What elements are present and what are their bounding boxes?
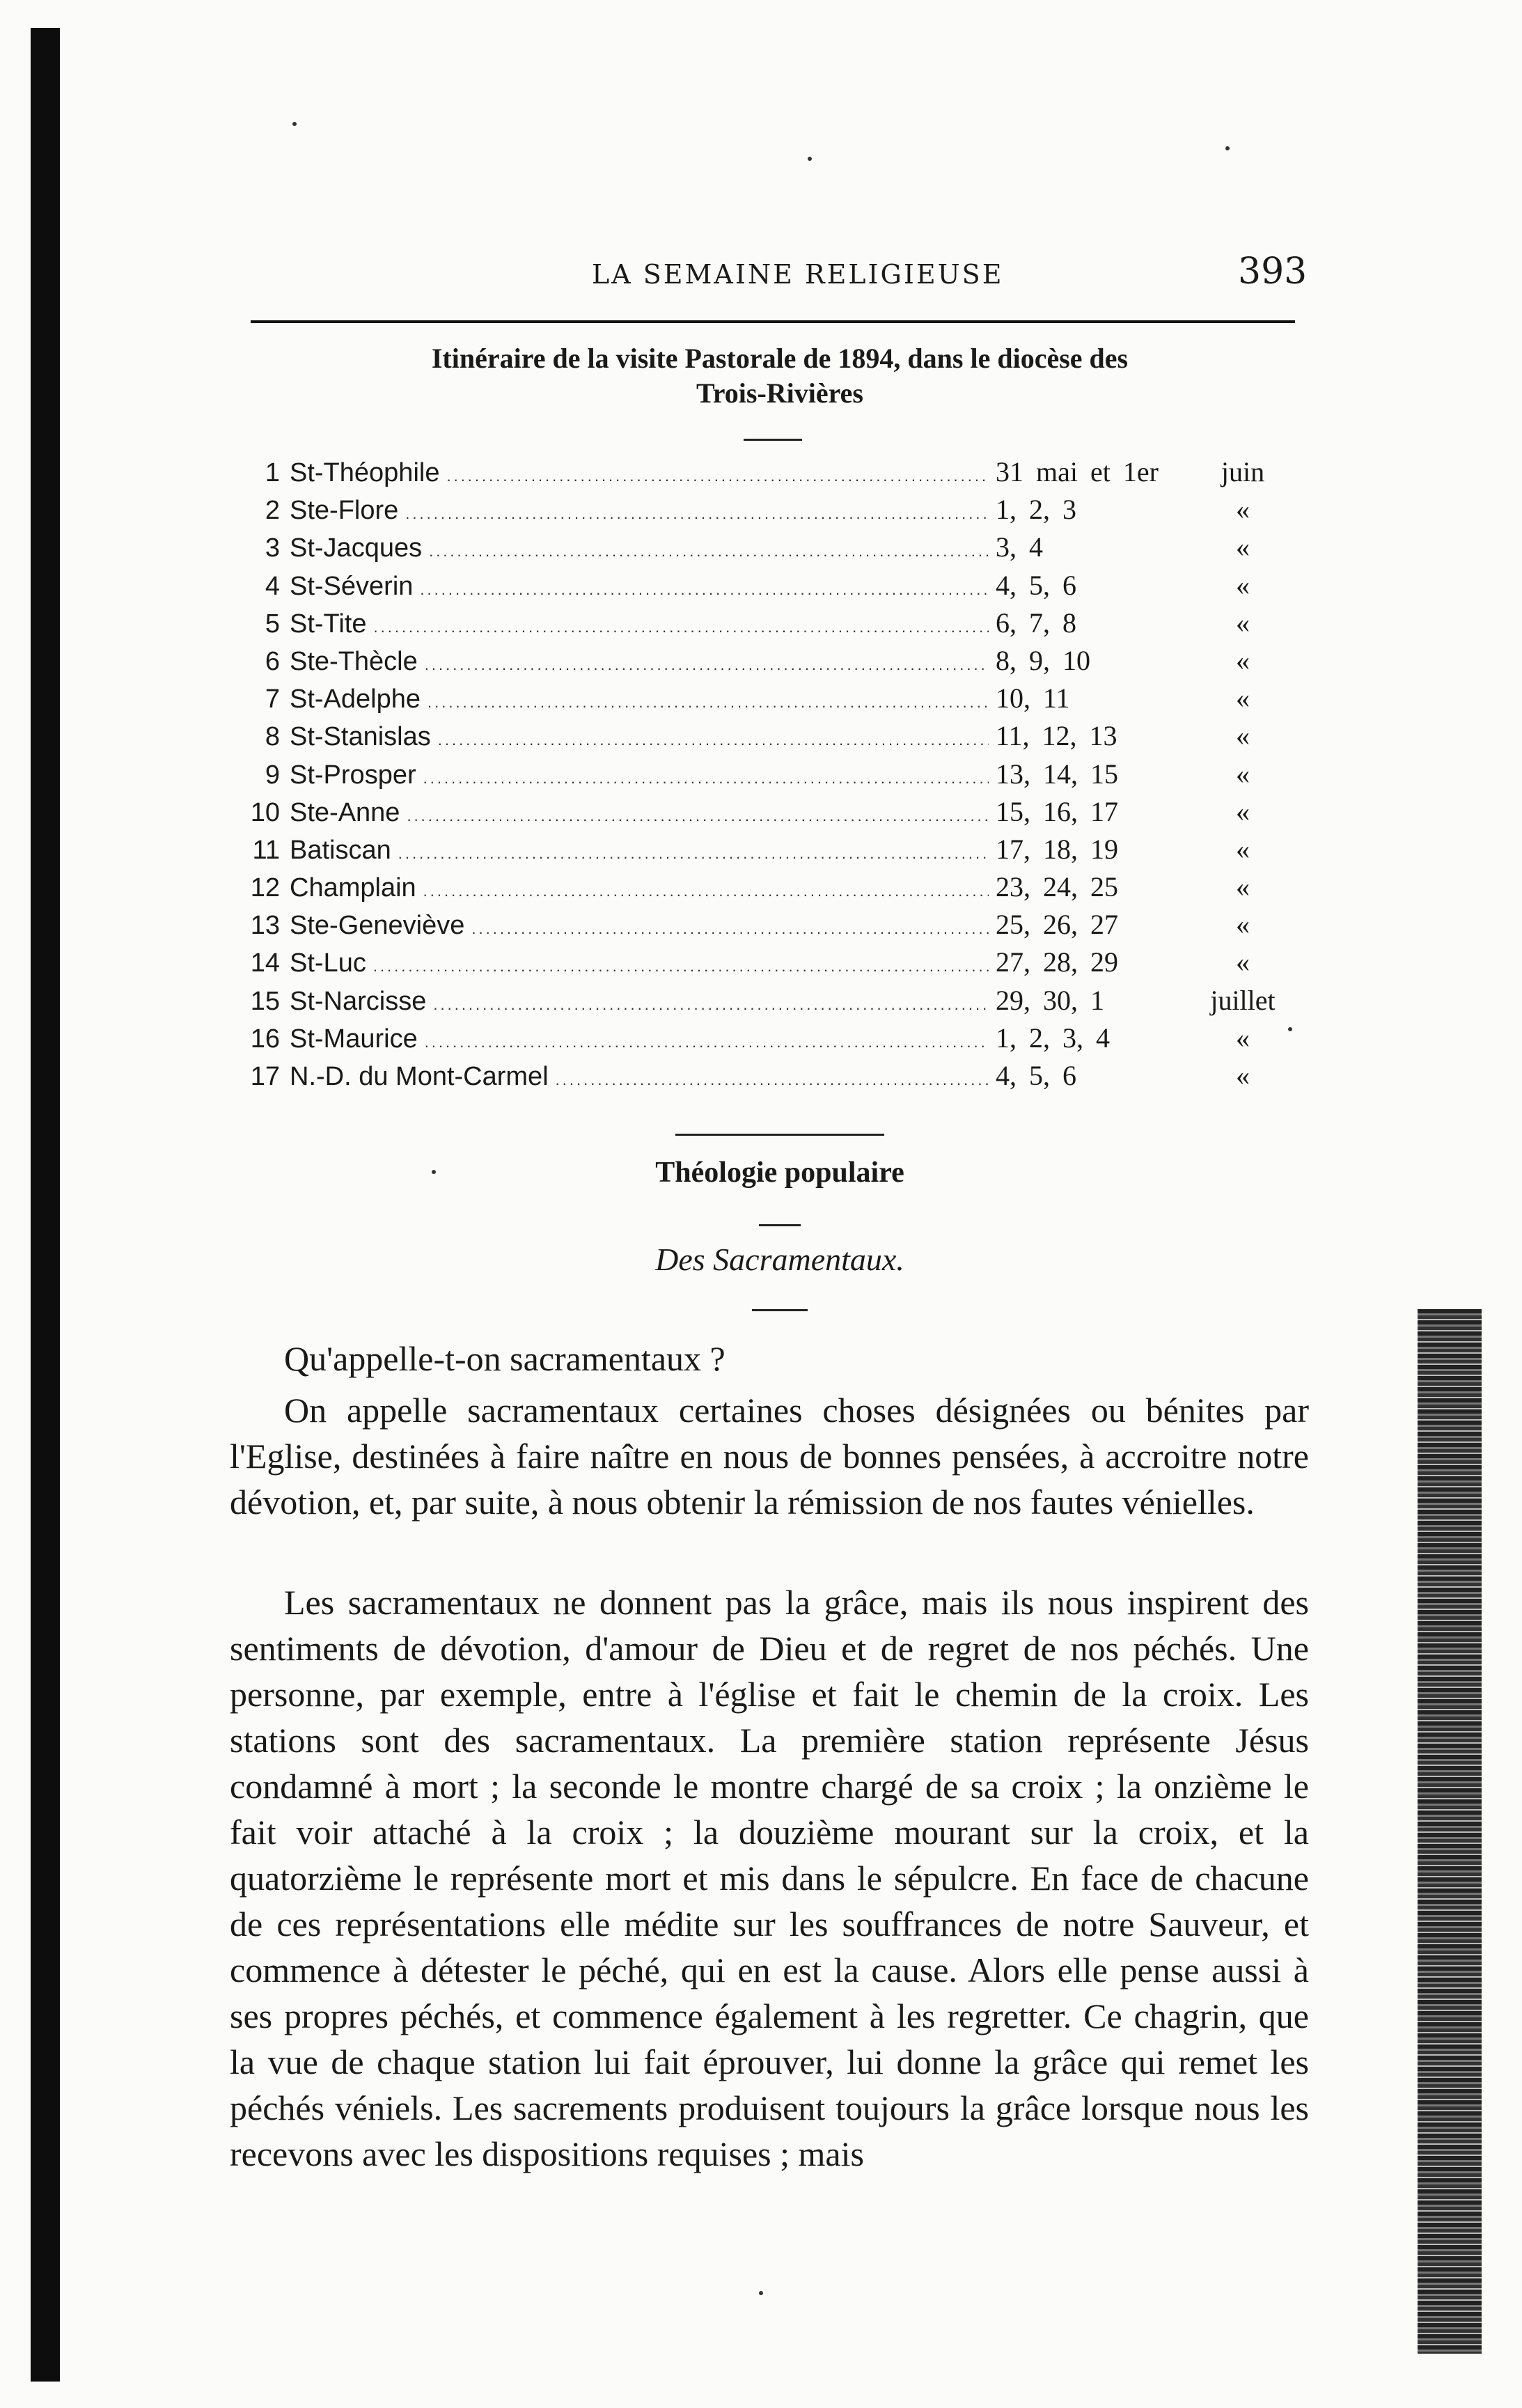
parish-name: St-Théophile [290, 458, 440, 487]
dot-leader [398, 845, 989, 863]
parish-name: Ste-Thècle [290, 646, 418, 676]
dot-leader [556, 1071, 989, 1089]
dot-leader [407, 807, 989, 825]
row-number: 7 [265, 685, 280, 714]
itinerary-row [244, 607, 1309, 644]
itinerary-row [244, 644, 1309, 682]
page-number: 393 [1238, 251, 1308, 292]
dot-leader [425, 1033, 989, 1051]
paragraph: Les sacramentaux ne donnent pas la grâce, mais ils nous inspirent des sentiments de dévotion, d'amour de Dieu et de regret de nos péchés. Une personne, par exemple, entre à l'église et fait le chemin de la croix. Les stations sont des sacramentaux. La première station représente Jésus condamné à mort ; la seconde le montre chargé de sa croix ; la onzième le fait voir attaché à la croix ; la douzième mourant sur la croix, et la quatorzième le représente mort et mis dans le sépulcre. En face de chacune de ces représentations elle médite sur les souffrances de notre Sauveur, et commence à détester le péché, qui en est la cause. Alors elle pense aussi à ses propres péchés, et commence également à les regretter. Ce chagrin, que la vue de chaque station lui fait éprouver, lui donne la grâce qui remet les péchés véniels. Les sacrements produisent toujours la grâce lorsque nous les recevons avec les dispositions requises ; mais [230, 1583, 1309, 2173]
itinerary-title-line: Itinéraire de la visite Pastorale de 1894, dans le diocèse des [431, 343, 1129, 374]
row-number: 4 [265, 571, 280, 601]
visit-days: 25, 26, 27 [996, 909, 1118, 941]
section-title: Théologie populaire [655, 1157, 904, 1189]
dot-leader [471, 920, 989, 938]
parish-name: St-Séverin [290, 571, 414, 601]
visit-days: 31 mai et 1er [996, 456, 1159, 487]
dot-leader [420, 581, 989, 599]
visit-month: « [1236, 909, 1250, 941]
itinerary-row [244, 984, 1309, 1022]
section-subtitle: Des Sacramentaux. [655, 1242, 904, 1277]
short-rule [759, 1224, 801, 1226]
visit-days: 13, 14, 15 [996, 758, 1118, 790]
row-number: 12 [250, 873, 280, 903]
parish-name: St-Narcisse [290, 986, 427, 1016]
row-number: 2 [265, 496, 280, 526]
parish-name: St-Stanislas [290, 722, 431, 752]
row-number: 5 [265, 609, 280, 639]
itinerary-row [244, 493, 1309, 531]
scan-speck [292, 122, 297, 126]
visit-month: « [1236, 682, 1250, 714]
visit-month: juin [1221, 456, 1265, 487]
parish-name: St-Prosper [290, 760, 416, 790]
visit-month: « [1236, 644, 1250, 676]
dot-leader [405, 505, 989, 523]
header-rule [251, 320, 1295, 323]
visit-days: 1, 2, 3 [996, 494, 1076, 526]
itinerary-row [244, 1022, 1309, 1059]
visit-month: « [1236, 531, 1250, 563]
dot-leader [423, 882, 989, 900]
parish-name: Ste-Geneviève [290, 911, 465, 941]
short-rule [752, 1309, 808, 1311]
dot-leader [438, 731, 989, 749]
itinerary-row [244, 946, 1309, 983]
row-number: 13 [250, 911, 280, 941]
scan-speck [1225, 146, 1230, 150]
visit-month: « [1236, 494, 1250, 526]
parish-name: N.-D. du Mont-Carmel [290, 1062, 549, 1091]
visit-days: 8, 9, 10 [996, 644, 1090, 676]
dot-leader [423, 769, 989, 788]
row-number: 10 [250, 797, 280, 827]
dot-leader [425, 656, 989, 674]
short-rule [744, 439, 802, 441]
visit-days: 29, 30, 1 [996, 984, 1104, 1016]
parish-name: St-Tite [290, 609, 367, 639]
row-number: 8 [265, 722, 280, 752]
visit-month: « [1236, 795, 1250, 827]
parish-name: St-Luc [290, 948, 366, 978]
visit-month: « [1236, 569, 1250, 601]
visit-days: 11, 12, 13 [996, 720, 1117, 752]
row-number: 1 [265, 458, 280, 487]
visit-days: 10, 11 [996, 682, 1070, 714]
row-number: 9 [265, 760, 280, 790]
running-head: LA SEMAINE RELIGIEUSE [592, 259, 1004, 290]
parish-name: St-Adelphe [290, 685, 421, 714]
itinerary-row [244, 682, 1309, 719]
itinerary-title [230, 341, 1330, 411]
itinerary-row [244, 569, 1309, 607]
scan-speck [759, 2291, 763, 2295]
itinerary-row [244, 795, 1309, 833]
itinerary-row [244, 908, 1309, 946]
paragraph: On appelle sacramentaux certaines choses désignées ou bénites par l'Eglise, destinées à faire naître en nous de bonnes pensées, à accroitre notre dévotion, et, par suite, à nous obtenir la rémission de nos fautes vénielles. [230, 1391, 1309, 1522]
visit-month: « [1236, 1022, 1250, 1054]
visit-days: 3, 4 [996, 531, 1043, 563]
itinerary-row [244, 531, 1309, 568]
visit-month: « [1236, 758, 1250, 790]
itinerary-row [244, 1059, 1309, 1097]
section-divider [675, 1134, 884, 1136]
visit-month: « [1236, 1060, 1250, 1091]
visit-month: « [1236, 871, 1250, 903]
visit-month: « [1236, 946, 1250, 978]
visit-days: 1, 2, 3, 4 [996, 1022, 1110, 1054]
itinerary-title-line: Trois-Rivières [696, 377, 863, 409]
dot-leader [429, 542, 989, 561]
dot-leader [373, 957, 989, 976]
dot-leader [433, 996, 989, 1014]
itinerary-row [244, 833, 1309, 870]
row-number: 16 [250, 1024, 280, 1054]
parish-name: St-Maurice [290, 1024, 418, 1054]
dot-leader [446, 467, 989, 485]
parish-name: Ste-Flore [290, 496, 399, 526]
parish-name: Batiscan [290, 835, 391, 865]
itinerary-row [244, 455, 1309, 493]
parish-name: Champlain [290, 873, 416, 903]
visit-days: 15, 16, 17 [996, 795, 1118, 827]
row-number: 14 [250, 948, 280, 978]
dot-leader [427, 694, 989, 712]
row-number: 17 [250, 1062, 280, 1091]
visit-month: « [1236, 607, 1250, 639]
visit-month: « [1236, 833, 1250, 865]
row-number: 6 [265, 646, 280, 676]
row-number: 11 [252, 835, 280, 865]
parish-name: Ste-Anne [290, 797, 400, 827]
visit-month: juillet [1210, 984, 1276, 1016]
itinerary-row [244, 719, 1309, 757]
itinerary-row [244, 870, 1309, 908]
visit-days: 4, 5, 6 [996, 1060, 1076, 1091]
parish-name: St-Jacques [290, 533, 423, 563]
visit-days: 6, 7, 8 [996, 607, 1076, 639]
visit-days: 23, 24, 25 [996, 871, 1118, 903]
scan-binding-edge [31, 28, 60, 2382]
visit-month: « [1236, 720, 1250, 752]
visit-days: 4, 5, 6 [996, 569, 1076, 601]
scan-speck [808, 157, 812, 161]
visit-days: 27, 28, 29 [996, 946, 1118, 978]
scan-bleed-through [1418, 1309, 1482, 2354]
itinerary-list [244, 455, 1309, 1097]
question: Qu'appelle-t-on sacramentaux ? [284, 1339, 725, 1378]
row-number: 15 [250, 986, 280, 1016]
dot-leader [374, 618, 989, 636]
visit-days: 17, 18, 19 [996, 833, 1118, 865]
row-number: 3 [265, 533, 280, 563]
itinerary-row [244, 758, 1309, 795]
